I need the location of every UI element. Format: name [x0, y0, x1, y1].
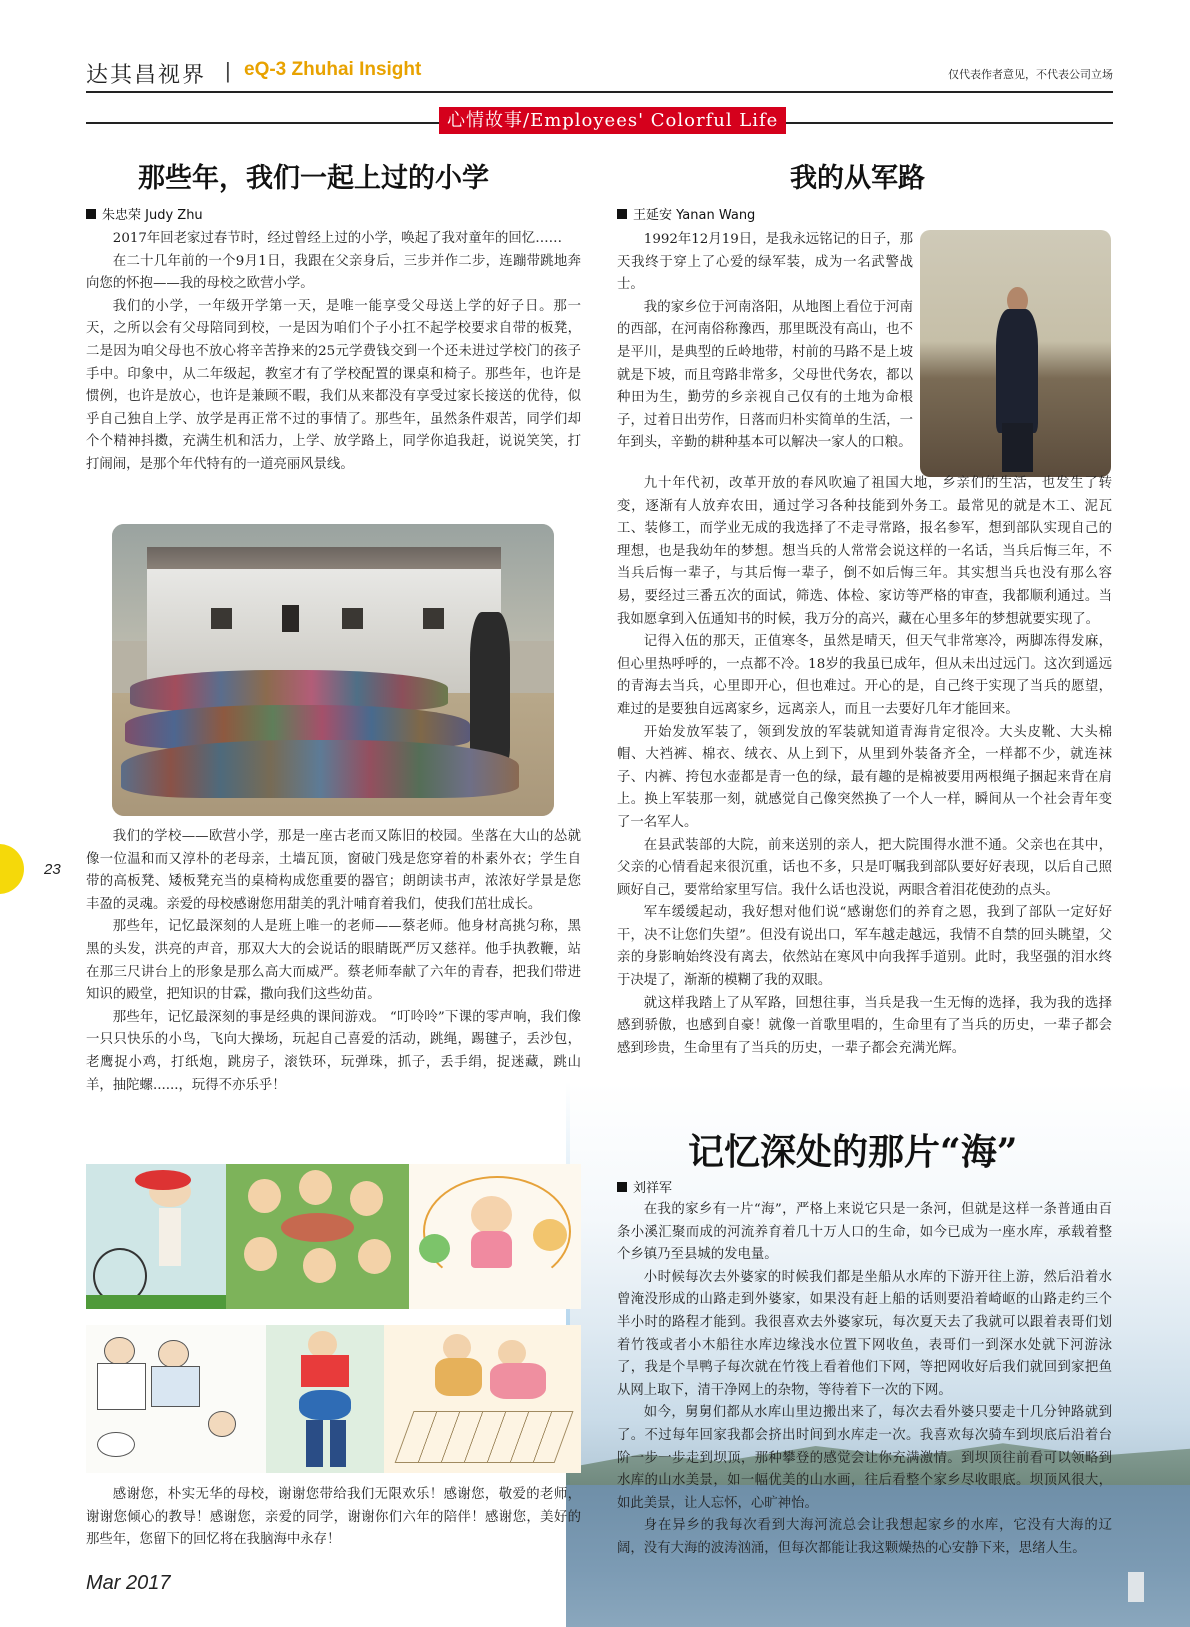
- paragraph: 小时候每次去外婆家的时候我们都是坐船从水库的下游开往上游，然后沿着水曾淹没形成的山路走到外婆家，如果没有赶上船的话则要沿着崎岖的山路走约三个半小时的路程才能到。我很喜欢去外婆家玩，每次夏天去了我就可以跟着表哥们划着竹筏或者小木船往水库边缘浅水位置下网收鱼，表哥们一到深水处就下河游泳了，我是个旱鸭子每次就在竹筏上看着他们下网，等把网收好后我们就回到家把鱼从网上取下，清干净网上的杂物，等待着下一次的下网。: [617, 1269, 1112, 1398]
- article2-body-wide: [617, 473, 1112, 1060]
- teacher-figure: [470, 612, 510, 764]
- paragraph: 在二十几年前的一个9月1日，我跟在父亲身后，三步并作二步，连蹦带跳地奔向您的怀抱——我的母校之欧营小学。: [86, 253, 581, 292]
- hopscotch-illustration: [384, 1325, 581, 1473]
- kids-row-front: [121, 740, 519, 798]
- brand-separator: |: [225, 58, 231, 83]
- brand-cn: 达其昌视界: [86, 63, 207, 88]
- child-face: [303, 1248, 336, 1283]
- child-face: [498, 1340, 526, 1367]
- article1-body-mid: [86, 826, 581, 1097]
- paragraph: 我们的小学，一年级开学第一天，是唯一能享受父母送上学的好子日。那一天，之所以会有父母陪同到校，一是因为咱们个子小扛不起学校要求自带的板凳，二是因为咱父母也不放心将辛苦挣来的25元学费钱交到一个还未进过学校门的孩子手中。印象中，从二年级起，教室才有了学校配置的课桌和椅子。那些年，也许是惯例，也许是放心，也许是兼顾不暇，我们从来都没有享受过家长接送的优待，似乎自己独自上学、放学是再正常不过的事情了。那些年，虽然条件艰苦，同学们却个个精神抖擞，充满生机和活力，上学、放学路上，同学你追我赶，说说笑笑，打打闹闹，是那个年代特有的一道亮丽风景线。: [86, 298, 581, 472]
- child-leg: [330, 1420, 347, 1467]
- article1-author: 朱忠荣 Judy Zhu: [102, 208, 203, 223]
- section-banner: 心情故事/Employees' Colorful Life: [439, 107, 786, 134]
- paragraph: 如今，舅舅们都从水库山里边搬出来了，每次去看外婆只要走十几分钟路就到了。不过每年回家我都会挤出时间到水库走一次。我喜欢每次骑车到坝底后沿着台阶一步一步走到坝顶，那种攀登的感觉会让你充满激情。到坝顶往前看可以领略到水库的山水美景，如一幅优美的山水画，往后看整个家乡尽收眼底。坝顶风很大，如此美景，让人忘怀，心旷神怡。: [617, 1405, 1112, 1511]
- byline-square-icon: [617, 209, 627, 219]
- page-number: 23: [44, 861, 61, 878]
- child-face: [443, 1334, 471, 1361]
- soldier-uniform: [996, 309, 1038, 433]
- sun-flower: [533, 1219, 567, 1251]
- article1-byline: [86, 204, 203, 223]
- building-roof: [147, 547, 501, 568]
- class-photo: [112, 524, 554, 816]
- article1-title: 那些年，我们一起上过的小学: [138, 163, 489, 194]
- grass: [86, 1295, 226, 1310]
- child-face: [248, 1179, 281, 1214]
- bending-child: [299, 1390, 351, 1420]
- article1-body-top: [86, 228, 581, 477]
- building-window: [211, 608, 232, 629]
- child-face: [208, 1411, 235, 1437]
- soldier-legs: [1002, 423, 1033, 472]
- children-clothes: [281, 1213, 354, 1242]
- article3-title: 记忆深处的那片“海”: [688, 1131, 1018, 1173]
- article2-title: 我的从军路: [790, 163, 925, 194]
- child-face: [299, 1170, 332, 1205]
- child-face: [471, 1196, 512, 1234]
- article3-byline: [617, 1177, 672, 1196]
- header-rule: [86, 91, 1113, 93]
- paragraph: 我们的学校——欧营小学，那是一座古老而又陈旧的校园。坐落在大山的怂就像一位温和而又淳朴的老母亲，土墙瓦顶，窗破门残是您穿着的朴素外衣；学生自带的高板凳、矮板凳充当的桌椅构成您重要的器官；朗朗读书声，浓浓好学景是您丰盈的灵魂。亲爱的母校感谢您用甜美的乳汁哺育着我们，使我们茁壮成长。: [86, 829, 581, 912]
- article3-body: [617, 1199, 1112, 1561]
- soldier-photo: [920, 230, 1111, 477]
- paragraph: 2017年回老家过春节时，经过曾经上过的小学，唤起了我对童年的回忆……: [112, 231, 562, 246]
- handkerchief-game-illustration: [226, 1164, 409, 1309]
- lake-tower: [1128, 1572, 1144, 1602]
- paragraph: 就这样我踏上了从军路，回想往事，当兵是我一生无悔的选择，我为我的选择感到骄傲，也感到自豪！就像一首歌里唱的，生命里有了当兵的历史，一辈子都会感到珍贵，生命里有了当兵的历史，一辈子都会充满光辉。: [617, 995, 1112, 1056]
- building-window: [342, 608, 363, 629]
- leapfrog-illustration: [266, 1325, 384, 1473]
- paragraph: 在我的家乡有一片“海”，严格上来说它只是一条河，但就是这样一条普通由百条小溪汇聚而成的河流养育着几十万人口的生命，如今已成为一座水库，承载着整个乡镇乃至县城的发电量。: [617, 1202, 1112, 1263]
- article1-body-end: [86, 1484, 581, 1552]
- child-face: [244, 1237, 277, 1272]
- paragraph: 开始发放军装了，领到发放的军装就知道青海肯定很冷。大头皮靴、大头棉帽、大裆裤、棉衣、绒衣、从上到下，从里到外装备齐全，一样都不少，就连袜子、内裤、挎包水壶都是青一色的绿，最有趣的是棉被要用两根绳子捆起来背在肩上。换上军装那一刻，就感觉自己像突然换了一个人一样，瞬间从一个社会青年变了一名军人。: [617, 724, 1112, 830]
- hoop-rolling-illustration: [86, 1164, 226, 1309]
- paragraph: 1992年12月19日，是我永远铭记的日子，那天我终于穿上了心爱的绿军装，成为一名武警战士。: [617, 232, 913, 293]
- paragraph: 我的家乡位于河南洛阳，从地图上看位于河南的西部，在河南俗称豫西，那里既没有高山，也不是平川，是典型的丘岭地带，村前的马路不是上坡就是下坡，而且弯路非常多，父母世代务农，都以种田为生，勤劳的乡亲视自己仅有的土地为命根子，过着日出劳作，日落而归朴实简单的生活，一年到头，辛勤的耕种基本可以解决一家人的口粮。: [617, 299, 913, 451]
- paragraph: 那些年，记忆最深刻的事是经典的课间游戏。 “叮呤呤”下课的零声响，我们像一只只快乐的小鸟，飞向大操场，玩起自己喜爱的活动，跳绳，踢毽子，丢沙包，老鹰捉小鸡，打纸炮，跳房子，滚铁环，玩弹珠，抓子，丢手绢，捉迷藏，跳山羊，抽陀螺......，玩得不亦乐乎！: [86, 1009, 581, 1093]
- child-body: [490, 1363, 545, 1399]
- article2-author: 王延安 Yanan Wang: [633, 208, 756, 223]
- article2-byline: [617, 204, 755, 223]
- page-marker-dot: [0, 844, 24, 894]
- paragraph: 九十年代初，改革开放的春风吹遍了祖国大地，乡亲们的生活，也发生了转变，逐渐有人放弃农田，通过学习各种技能到外务工。最常见的就是木工、泥瓦工、装修工，而学业无成的我选择了不走寻常路，报名参军，想到部队实现自己的理想，也是我幼年的梦想。想当兵的人常常会说这样的一名话，当兵后悔三年，不当兵后悔一辈子，与其后悔一辈子，倒不如后悔三年。其实想当兵也没有那么容易，要经过三番五次的面试，筛选、体检、家访等严格的审查，我都顺利通过。当我如愿拿到入伍通知书的时候，我万分的高兴，藏在心里多年的梦想就要实现了。: [617, 476, 1112, 627]
- paragraph: 身在异乡的我每次看到大海河流总会让我想起家乡的水库，它没有大海的辽阔，没有大海的波涛汹涌，但每次都能让我这颗燥热的心安静下来，思绪人生。: [617, 1518, 1112, 1556]
- dog: [97, 1432, 135, 1458]
- paragraph: 记得入伍的那天，正值寒冬，虽然是晴天，但天气非常寒冷，两脚冻得发麻，但心里热呼呼的，一点都不冷。18岁的我虽已成年，但从未出过远门。这次到遥远的青海去当兵，心里即开心，但也难过。开心的是，自己终于实现了当兵的愿望，难过的是要独自远离家乡，远离亲人，而且一去要好几年才能回来。: [617, 634, 1112, 717]
- jump-rope-illustration: [409, 1164, 581, 1309]
- child-face: [358, 1239, 391, 1274]
- child-face: [308, 1331, 336, 1358]
- child-body: [151, 1366, 200, 1406]
- building-door: [282, 605, 300, 632]
- article2-body-narrow: [617, 229, 913, 455]
- brand-en: eQ-3 Zhuhai Insight: [244, 59, 422, 80]
- child-dress: [471, 1231, 512, 1269]
- marbles-illustration: [86, 1325, 266, 1473]
- byline-square-icon: [617, 1182, 627, 1192]
- child-body: [159, 1208, 181, 1266]
- child-leg: [306, 1420, 323, 1467]
- paragraph: 军车缓缓起动，我好想对他们说“感谢您们的养育之恩，我到了部队一定好好干，决不让您们失望”。但没有说出口，军车越走越远，我情不自禁的回头眺望，父亲的身影晌始终没有离去，依然站在寒风中向我挥手道别。此时，我坚强的泪水终于决堤了，渐渐的模糊了我的双眼。: [617, 905, 1112, 989]
- child-shirt: [301, 1355, 348, 1388]
- building-window: [423, 608, 444, 629]
- bush: [419, 1234, 450, 1263]
- child-body: [435, 1358, 482, 1396]
- child-face: [104, 1337, 135, 1366]
- paragraph: 那些年，记忆最深刻的人是班上唯一的老师——蔡老师。他身材高挑匀称，黑黑的头发，洪亮的声音，那双大大的会说话的眼睛既严厉又慈祥。他手执教鞭，站在那三尺讲台上的形象是那么高大而威严。蔡老师奉献了六年的青春，把我们带进知识的殿堂，把知识的甘霖，撒向我们这些幼苗。: [86, 919, 581, 1003]
- paragraph: 在县武装部的大院，前来送别的亲人，把大院围得水泄不通。父亲也在其中，父亲的心情看起来很沉重，话也不多，只是叮嘱我到部队要好好表现，以后自己照顾好自己，要常给家里写信。我什么话也没说，两眼含着泪花使劲的点头。: [617, 837, 1112, 898]
- issue-date: Mar 2017: [86, 1572, 171, 1594]
- child-cap: [135, 1170, 191, 1190]
- disclaimer: 仅代表作者意见，不代表公司立场: [948, 68, 1113, 81]
- hopscotch-grid: [394, 1411, 573, 1463]
- byline-square-icon: [86, 209, 96, 219]
- paragraph: 感谢您，朴实无华的母校，谢谢您带给我们无限欢乐！感谢您，敬爱的老师，谢谢您倾心的教导！感谢您，亲爱的同学，谢谢你们六年的陪伴！感谢您，美好的那些年，您留下的回忆将在我脑海中永存！: [86, 1487, 581, 1548]
- child-body: [97, 1363, 146, 1409]
- child-face: [158, 1340, 189, 1369]
- article3-author: 刘祥军: [633, 1181, 673, 1196]
- child-face: [350, 1181, 383, 1216]
